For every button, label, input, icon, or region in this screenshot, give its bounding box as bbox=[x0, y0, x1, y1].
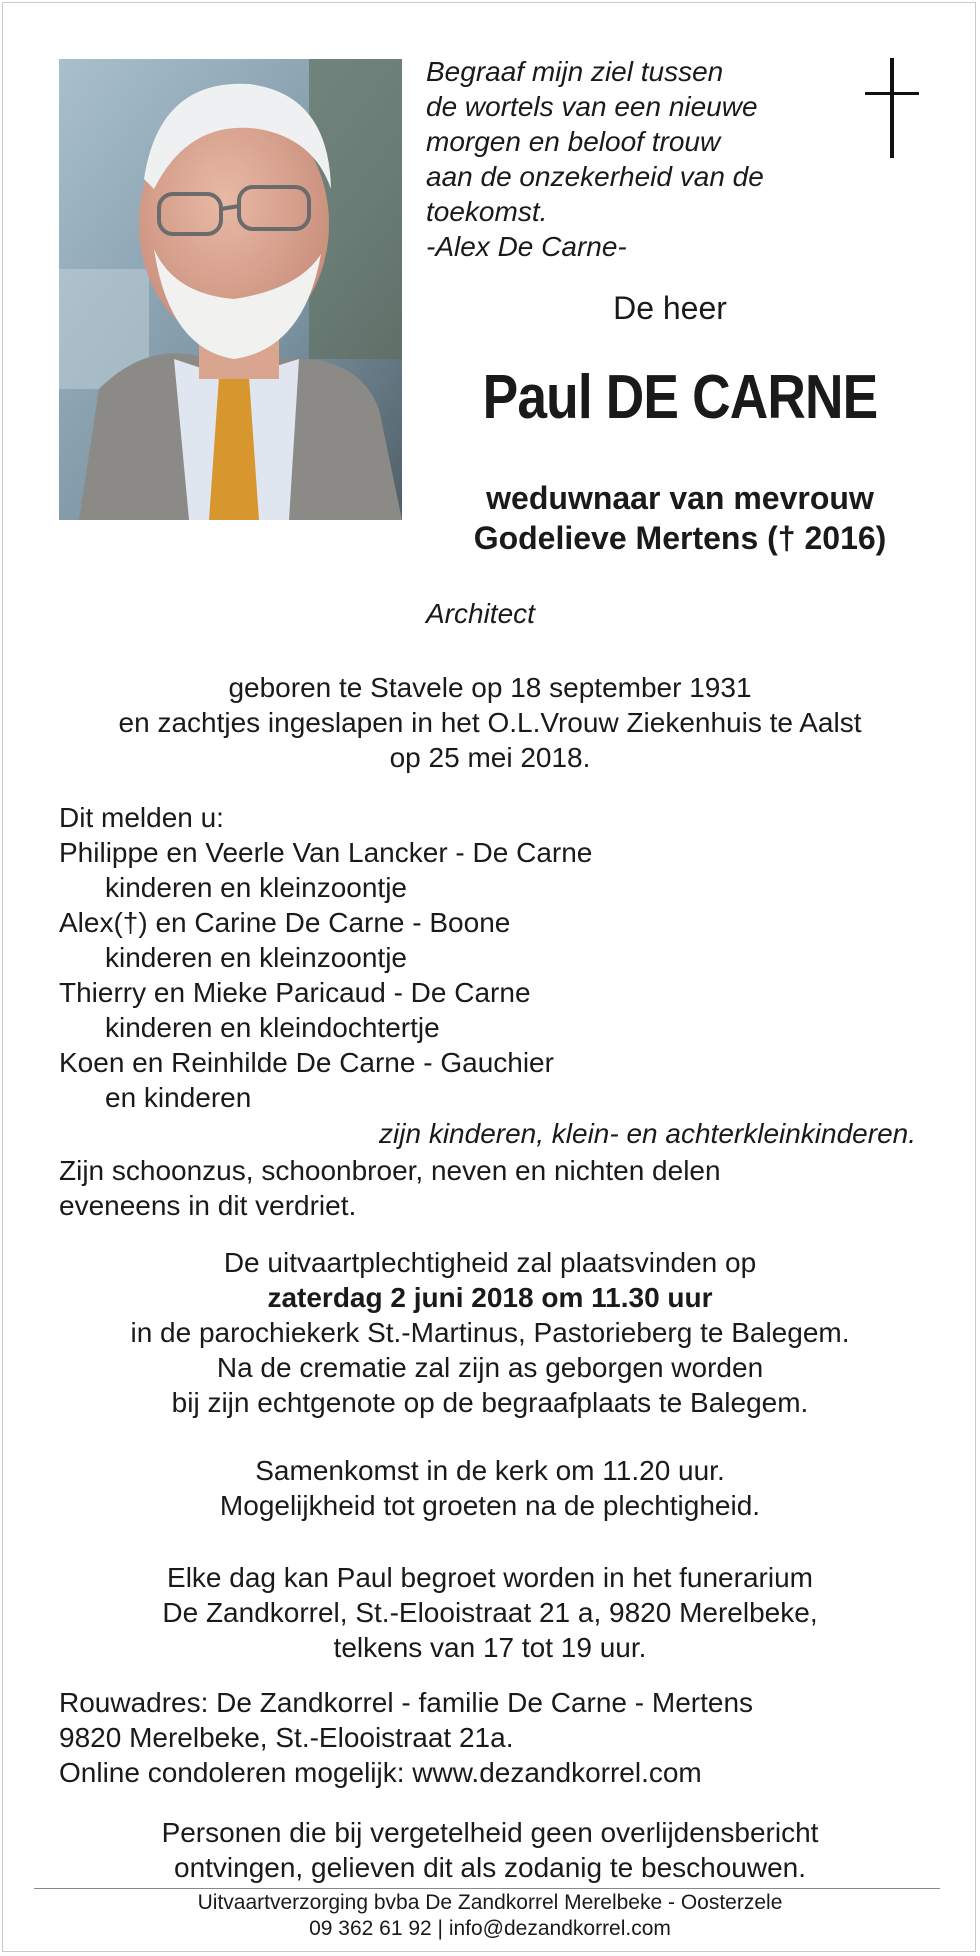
footer bbox=[40, 1890, 940, 1942]
poem bbox=[426, 54, 856, 264]
birth-info bbox=[40, 670, 940, 775]
address-info bbox=[59, 1685, 939, 1790]
footer-divider bbox=[34, 1888, 940, 1889]
condolence-line: Online condoleren mogelijk: www.dezandkorrel.com bbox=[59, 1757, 702, 1788]
widower-spouse: Godelieve Mertens († 2016) bbox=[473, 520, 887, 556]
notice-line: ontvingen, gelieven dit als zodanig te beschouwen. bbox=[174, 1852, 806, 1883]
poem-line: aan de onzekerheid van de bbox=[426, 161, 764, 192]
poem-line: Begraaf mijn ziel tussen bbox=[426, 56, 724, 87]
others-line: Zijn schoonzus, schoonbroer, neven en nichten delen bbox=[59, 1155, 721, 1186]
passing-date: op 25 mei 2018. bbox=[389, 742, 591, 773]
family-member-detail: kinderen en kleinzoontje bbox=[105, 872, 407, 903]
gathering-info bbox=[40, 1453, 940, 1523]
gathering-line: Samenkomst in de kerk om 11.20 uur. bbox=[255, 1455, 725, 1486]
ceremony-intro: De uitvaartplechtigheid zal plaatsvinden op bbox=[223, 1247, 757, 1278]
family-member: Alex(†) en Carine De Carne - Boone bbox=[59, 907, 511, 938]
family-list bbox=[59, 800, 939, 1115]
footer-company: Uitvaartverzorging bvba De Zandkorrel Merelbeke - Oosterzele bbox=[197, 1891, 783, 1914]
ceremony-location: in de parochiekerk St.-Martinus, Pastorieberg te Balegem. bbox=[130, 1317, 850, 1348]
family-member-detail: en kinderen bbox=[105, 1082, 252, 1113]
visitation-line: Elke dag kan Paul begroet worden in het funerarium bbox=[167, 1562, 813, 1593]
ceremony-cremation: Na de crematie zal zijn as geborgen worden bbox=[216, 1352, 764, 1383]
profession: Architect bbox=[426, 598, 535, 629]
gathering-line: Mogelijkheid tot groeten na de plechtigheid. bbox=[219, 1490, 761, 1521]
family-member: Thierry en Mieke Paricaud - De Carne bbox=[59, 977, 531, 1008]
portrait-photo bbox=[59, 59, 402, 520]
widower-line: weduwnaar van mevrouw bbox=[486, 480, 874, 516]
family-member-detail: kinderen en kleindochtertje bbox=[105, 1012, 440, 1043]
notice-info bbox=[40, 1815, 940, 1885]
birth-line: geboren te Stavele op 18 september 1931 bbox=[228, 672, 752, 703]
visitation-line: De Zandkorrel, St.-Elooistraat 21 a, 9820 Merelbeke, bbox=[162, 1597, 818, 1628]
visitation-line: telkens van 17 tot 19 uur. bbox=[333, 1632, 647, 1663]
poem-line: toekomst. bbox=[426, 196, 548, 227]
poem-line: morgen en beloof trouw bbox=[426, 126, 721, 157]
passing-line: en zachtjes ingeslapen in het O.L.Vrouw Ziekenhuis te Aalst bbox=[118, 707, 862, 738]
ceremony-date: zaterdag 2 juni 2018 om 11.30 uur bbox=[267, 1282, 713, 1313]
others-line: eveneens in dit verdriet. bbox=[59, 1190, 357, 1221]
poem-line: de wortels van een nieuwe bbox=[426, 91, 758, 122]
family-member-detail: kinderen en kleinzoontje bbox=[105, 942, 407, 973]
poem-author: -Alex De Carne- bbox=[426, 231, 627, 262]
widower-info bbox=[420, 478, 940, 558]
family-member: Philippe en Veerle Van Lancker - De Carne bbox=[59, 837, 593, 868]
footer-contact: 09 362 61 92 | info@dezandkorrel.com bbox=[309, 1917, 671, 1940]
salutation: De heer bbox=[613, 290, 727, 326]
ceremony-info bbox=[40, 1245, 940, 1420]
family-others bbox=[59, 1153, 939, 1223]
cross-icon bbox=[862, 58, 924, 158]
family-intro: Dit melden u: bbox=[59, 802, 224, 833]
family-summary: zijn kinderen, klein- en achterkleinkinderen. bbox=[379, 1118, 916, 1149]
visitation-info bbox=[40, 1560, 940, 1665]
notice-line: Personen die bij vergetelheid geen overlijdensbericht bbox=[161, 1817, 819, 1848]
address-line: Rouwadres: De Zandkorrel - familie De Carne - Mertens bbox=[59, 1687, 754, 1718]
address-line: 9820 Merelbeke, St.-Elooistraat 21a. bbox=[59, 1722, 514, 1753]
ceremony-burial: bij zijn echtgenote op de begraafplaats te Balegem. bbox=[171, 1387, 809, 1418]
deceased-name: Paul DE CARNE bbox=[482, 363, 878, 432]
family-member: Koen en Reinhilde De Carne - Gauchier bbox=[59, 1047, 554, 1078]
